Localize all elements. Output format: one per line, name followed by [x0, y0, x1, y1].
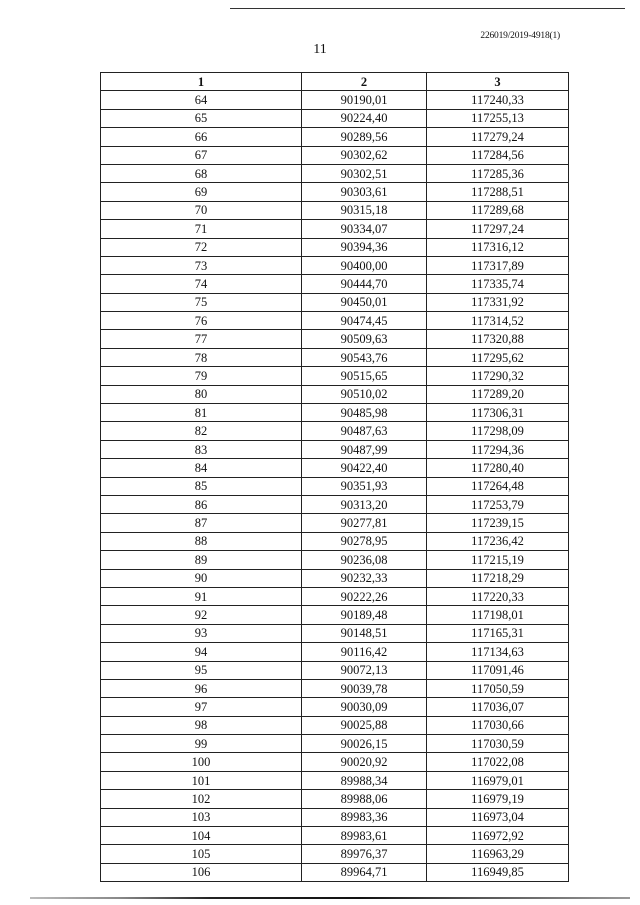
- table-row: [101, 238, 569, 256]
- table-cell: 90030,09: [302, 698, 427, 716]
- table-cell: 90351,93: [302, 477, 427, 495]
- table-cell: 90222,26: [302, 587, 427, 605]
- table-cell: 90444,70: [302, 275, 427, 293]
- table-cell: 93: [101, 624, 302, 642]
- table-row: [101, 422, 569, 440]
- table-cell: 82: [101, 422, 302, 440]
- document-number: 226019/2019-4918(1): [480, 31, 560, 41]
- table-cell: 90148,51: [302, 624, 427, 642]
- column-header: 2: [302, 73, 427, 91]
- table-cell: 105: [101, 845, 302, 863]
- table-row: [101, 661, 569, 679]
- table-cell: 90302,62: [302, 146, 427, 164]
- table-row: [101, 532, 569, 550]
- table-cell: 90510,02: [302, 385, 427, 403]
- table-row: [101, 330, 569, 348]
- table-row: [101, 201, 569, 219]
- table-cell: 117030,66: [427, 716, 569, 734]
- table-cell: 117285,36: [427, 164, 569, 182]
- table-cell: 90278,95: [302, 532, 427, 550]
- table-row: [101, 808, 569, 826]
- table-cell: 89976,37: [302, 845, 427, 863]
- table-cell: 90224,40: [302, 109, 427, 127]
- table-row: [101, 312, 569, 330]
- table-row: [101, 845, 569, 863]
- table-row: [101, 606, 569, 624]
- table-cell: 84: [101, 459, 302, 477]
- table-cell: 117030,59: [427, 735, 569, 753]
- table-row: [101, 514, 569, 532]
- table-row: [101, 164, 569, 182]
- table-cell: 80: [101, 385, 302, 403]
- table-cell: 102: [101, 790, 302, 808]
- table-row: [101, 404, 569, 422]
- table-cell: 116979,19: [427, 790, 569, 808]
- table-cell: 89988,06: [302, 790, 427, 808]
- table-cell: 116979,01: [427, 771, 569, 789]
- table-cell: 117050,59: [427, 679, 569, 697]
- table-cell: 117320,88: [427, 330, 569, 348]
- table-cell: 117288,51: [427, 183, 569, 201]
- table-cell: 90303,61: [302, 183, 427, 201]
- table-cell: 91: [101, 587, 302, 605]
- table-cell: 117255,13: [427, 109, 569, 127]
- table-cell: 90313,20: [302, 495, 427, 513]
- table-cell: 90485,98: [302, 404, 427, 422]
- table-cell: 117298,09: [427, 422, 569, 440]
- table-cell: 117022,08: [427, 753, 569, 771]
- table-row: [101, 624, 569, 642]
- table-cell: 92: [101, 606, 302, 624]
- table-cell: 103: [101, 808, 302, 826]
- table-cell: 117290,32: [427, 367, 569, 385]
- table-cell: 117306,31: [427, 404, 569, 422]
- table-row: [101, 495, 569, 513]
- table-cell: 101: [101, 771, 302, 789]
- table-cell: 66: [101, 128, 302, 146]
- table-cell: 90515,65: [302, 367, 427, 385]
- table-row: [101, 790, 569, 808]
- table-cell: 90072,13: [302, 661, 427, 679]
- table-cell: 104: [101, 827, 302, 845]
- table-cell: 117314,52: [427, 312, 569, 330]
- table-cell: 117279,24: [427, 128, 569, 146]
- table-cell: 117240,33: [427, 91, 569, 109]
- table-row: [101, 348, 569, 366]
- table-cell: 89: [101, 551, 302, 569]
- column-header: 1: [101, 73, 302, 91]
- table-cell: 90190,01: [302, 91, 427, 109]
- table-cell: 90020,92: [302, 753, 427, 771]
- table-cell: 88: [101, 532, 302, 550]
- table-body: [101, 91, 569, 882]
- table-cell: 90025,88: [302, 716, 427, 734]
- table-header-row: [101, 73, 569, 91]
- coordinates-table: [100, 72, 569, 882]
- table-cell: 117284,56: [427, 146, 569, 164]
- table-row: [101, 551, 569, 569]
- table-cell: 81: [101, 404, 302, 422]
- table-cell: 86: [101, 495, 302, 513]
- table-cell: 117294,36: [427, 440, 569, 458]
- table-row: [101, 679, 569, 697]
- table-row: [101, 109, 569, 127]
- table-cell: 117331,92: [427, 293, 569, 311]
- table-cell: 70: [101, 201, 302, 219]
- table-row: [101, 275, 569, 293]
- table-cell: 65: [101, 109, 302, 127]
- table-cell: 71: [101, 220, 302, 238]
- table-row: [101, 477, 569, 495]
- table-cell: 90039,78: [302, 679, 427, 697]
- table-row: [101, 183, 569, 201]
- table-cell: 90474,45: [302, 312, 427, 330]
- table-cell: 117165,31: [427, 624, 569, 642]
- table-row: [101, 716, 569, 734]
- table-cell: 90487,63: [302, 422, 427, 440]
- table-cell: 68: [101, 164, 302, 182]
- table-cell: 117289,68: [427, 201, 569, 219]
- table-cell: 73: [101, 256, 302, 274]
- table-cell: 117335,74: [427, 275, 569, 293]
- table-cell: 99: [101, 735, 302, 753]
- table-cell: 90026,15: [302, 735, 427, 753]
- table-cell: 117036,07: [427, 698, 569, 716]
- table-cell: 89983,61: [302, 827, 427, 845]
- table-cell: 90236,08: [302, 551, 427, 569]
- table-row: [101, 91, 569, 109]
- table-cell: 90302,51: [302, 164, 427, 182]
- table-cell: 117253,79: [427, 495, 569, 513]
- table-cell: 90422,40: [302, 459, 427, 477]
- table-cell: 117297,24: [427, 220, 569, 238]
- table-cell: 90277,81: [302, 514, 427, 532]
- table-row: [101, 146, 569, 164]
- table-cell: 87: [101, 514, 302, 532]
- table-cell: 90: [101, 569, 302, 587]
- table-cell: 79: [101, 367, 302, 385]
- table-cell: 117316,12: [427, 238, 569, 256]
- table-cell: 116973,04: [427, 808, 569, 826]
- table-cell: 90400,00: [302, 256, 427, 274]
- table-cell: 90394,36: [302, 238, 427, 256]
- table-cell: 117280,40: [427, 459, 569, 477]
- table-cell: 89964,71: [302, 863, 427, 881]
- table-cell: 116963,29: [427, 845, 569, 863]
- table-row: [101, 587, 569, 605]
- table-cell: 77: [101, 330, 302, 348]
- table-cell: 74: [101, 275, 302, 293]
- table-cell: 116949,85: [427, 863, 569, 881]
- table-cell: 117236,42: [427, 532, 569, 550]
- table-row: [101, 827, 569, 845]
- table-cell: 106: [101, 863, 302, 881]
- table-cell: 116972,92: [427, 827, 569, 845]
- table-cell: 94: [101, 643, 302, 661]
- table-cell: 90543,76: [302, 348, 427, 366]
- column-header: 3: [427, 73, 569, 91]
- table-row: [101, 367, 569, 385]
- table-cell: 83: [101, 440, 302, 458]
- table-cell: 75: [101, 293, 302, 311]
- table-cell: 95: [101, 661, 302, 679]
- table-cell: 98: [101, 716, 302, 734]
- table-row: [101, 128, 569, 146]
- table-row: [101, 569, 569, 587]
- table-cell: 90315,18: [302, 201, 427, 219]
- table-cell: 117289,20: [427, 385, 569, 403]
- table-cell: 78: [101, 348, 302, 366]
- table-cell: 117295,62: [427, 348, 569, 366]
- table-row: [101, 698, 569, 716]
- table-cell: 100: [101, 753, 302, 771]
- table-cell: 117198,01: [427, 606, 569, 624]
- table-cell: 85: [101, 477, 302, 495]
- table-row: [101, 863, 569, 881]
- table-row: [101, 459, 569, 477]
- table-cell: 76: [101, 312, 302, 330]
- table-cell: 90116,42: [302, 643, 427, 661]
- page-number: 11: [313, 42, 327, 57]
- table-row: [101, 753, 569, 771]
- table-row: [101, 735, 569, 753]
- table-row: [101, 643, 569, 661]
- table-cell: 90487,99: [302, 440, 427, 458]
- table-cell: 90509,63: [302, 330, 427, 348]
- table-cell: 96: [101, 679, 302, 697]
- table-cell: 64: [101, 91, 302, 109]
- table-cell: 90232,33: [302, 569, 427, 587]
- table-cell: 90334,07: [302, 220, 427, 238]
- bottom-rule: [30, 897, 630, 899]
- table-cell: 90189,48: [302, 606, 427, 624]
- table-cell: 67: [101, 146, 302, 164]
- table-cell: 117239,15: [427, 514, 569, 532]
- table-cell: 117134,63: [427, 643, 569, 661]
- table-cell: 69: [101, 183, 302, 201]
- table-cell: 117091,46: [427, 661, 569, 679]
- table-row: [101, 385, 569, 403]
- table-cell: 117218,29: [427, 569, 569, 587]
- top-rule: [230, 8, 625, 9]
- table-cell: 117317,89: [427, 256, 569, 274]
- table-row: [101, 293, 569, 311]
- table-row: [101, 220, 569, 238]
- table-cell: 90450,01: [302, 293, 427, 311]
- table-cell: 72: [101, 238, 302, 256]
- table-cell: 117264,48: [427, 477, 569, 495]
- table-row: [101, 771, 569, 789]
- table-cell: 117215,19: [427, 551, 569, 569]
- table-cell: 97: [101, 698, 302, 716]
- table-row: [101, 256, 569, 274]
- table-cell: 117220,33: [427, 587, 569, 605]
- table-cell: 89983,36: [302, 808, 427, 826]
- table-cell: 90289,56: [302, 128, 427, 146]
- table-row: [101, 440, 569, 458]
- table-cell: 89988,34: [302, 771, 427, 789]
